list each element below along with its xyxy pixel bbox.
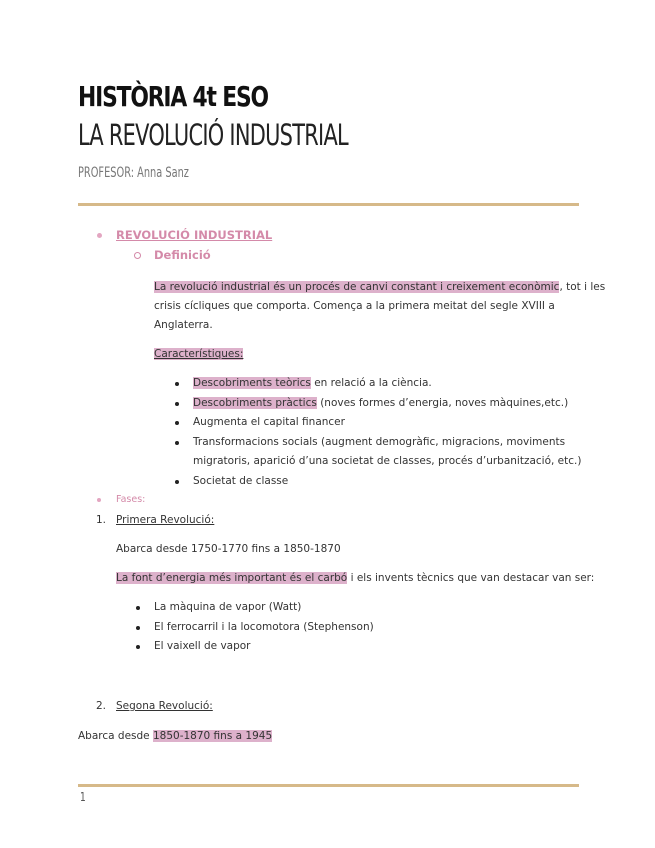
teacher-name: PROFESOR: Anna Sanz [78, 165, 189, 181]
list-item-continuation: migratoris, aparició d’una societat de classes, procés d’urbanització, etc.) [193, 455, 582, 467]
list-item: Societat de classe [193, 475, 289, 487]
bullet-icon [175, 402, 179, 406]
phase-number: 1. [96, 514, 107, 526]
bullet-icon [136, 626, 140, 630]
phase-number: 2. [96, 700, 107, 712]
list-item: La màquina de vapor (Watt) [154, 601, 302, 613]
definition-line-1 [154, 281, 605, 293]
subsection-heading: Definició [154, 248, 211, 262]
bullet-icon [97, 233, 102, 238]
list-item: El ferrocarril i la locomotora (Stephenson) [154, 621, 374, 633]
bullet-icon [97, 498, 101, 502]
bullet-icon [136, 606, 140, 610]
circle-bullet-icon [134, 252, 141, 259]
footer-divider [78, 784, 579, 787]
bullet-icon [175, 441, 179, 445]
bullet-icon [136, 645, 140, 649]
phases-label: Fases: [116, 494, 146, 505]
page-number: 1 [80, 790, 86, 804]
definition-rest: , tot i les [559, 281, 606, 293]
characteristics-label: Característiques: [154, 348, 244, 360]
list-item: Augmenta el capital financer [193, 416, 345, 428]
bullet-icon [175, 480, 179, 484]
list-item: Descobriments pràctics (noves formes d’energia, noves màquines,etc.) [193, 397, 569, 409]
section-heading: REVOLUCIÓ INDUSTRIAL [116, 228, 273, 242]
bullet-icon [175, 382, 179, 386]
list-item: Descobriments teòrics en relació a la ciència. [193, 377, 432, 389]
definition-highlight: La revolució industrial és un procés de canvi constant i creixement econòmic [154, 281, 560, 293]
definition-line-3: Anglaterra. [154, 319, 213, 331]
phase-title: Primera Revolució: [116, 514, 215, 526]
phase-span: Abarca desde 1850-1870 fins a 1945 [78, 730, 273, 742]
document-title: HISTÒRIA 4t ESO [78, 80, 268, 113]
document-subtitle: LA REVOLUCIÓ INDUSTRIAL [78, 118, 348, 152]
header-divider [78, 203, 579, 206]
definition-line-2: crisis cícliques que comporta. Comença a la primera meitat del segle XVIII a [154, 300, 555, 312]
phase-title: Segona Revolució: [116, 700, 213, 712]
phase-span: Abarca desde 1750-1770 fins a 1850-1870 [116, 543, 341, 555]
bullet-icon [175, 421, 179, 425]
list-item: El vaixell de vapor [154, 640, 251, 652]
list-item: Transformacions socials (augment demogràfic, migracions, moviments [193, 436, 566, 448]
energy-line: La font d’energia més important és el carbó i els invents tècnics que van destacar van ser: [116, 572, 595, 584]
